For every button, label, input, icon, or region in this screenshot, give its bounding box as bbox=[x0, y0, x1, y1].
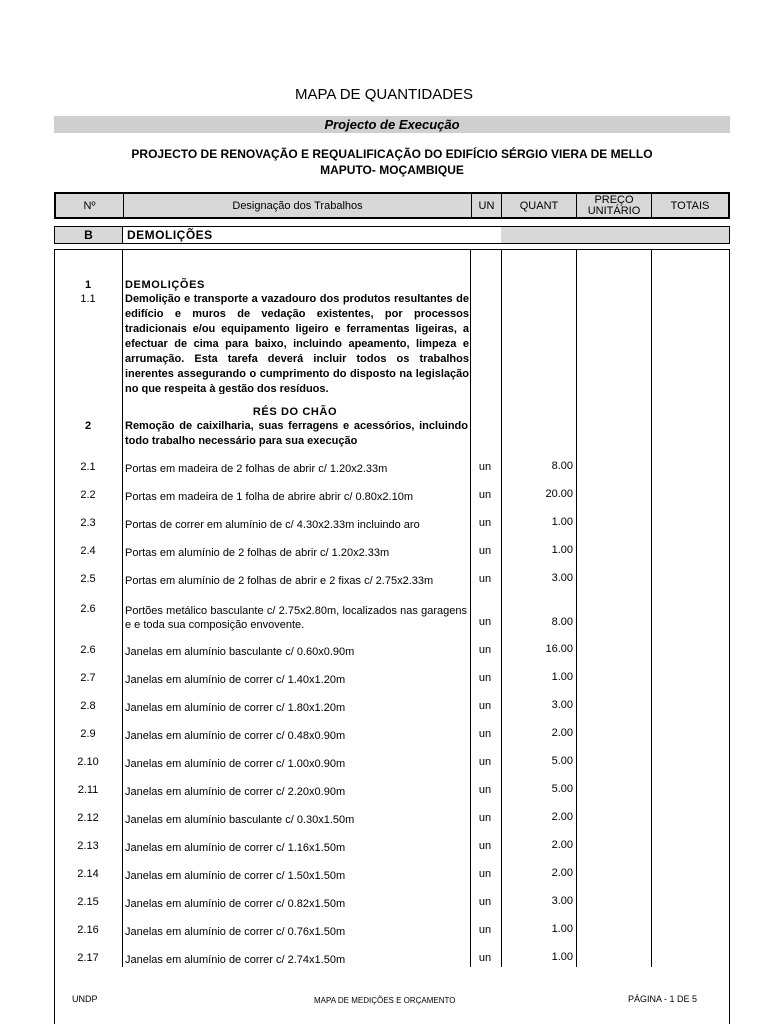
footer-right: PÁGINA - 1 DE 5 bbox=[628, 994, 698, 1004]
item-unit: un bbox=[478, 952, 492, 964]
item-quantity: 5.00 bbox=[551, 755, 573, 767]
item-description: Janelas em alumínio basculante c/ 0.60x0.90m bbox=[125, 646, 355, 658]
item-description: Janelas em alumínio de correr c/ 1.00x0.90m bbox=[125, 758, 346, 770]
group1-text: Demolição e transporte a vazadouro dos produtos resultantes de edifício e muros de vedação existentes, por processos tradicionais e/ou equipamento ligeiro e ferramentas ligeiras, a efectuar de cima para baixo, incluindo apeamento, limpeza e arrumação. Esta tarefa deverá incluir todos os trabalhos inerentes assegurando o cumprimento do disposto na legislação no que respeita à gestão dos resíduos. bbox=[125, 293, 469, 394]
group2-number: 2 bbox=[84, 420, 92, 432]
col-divider-5 bbox=[651, 249, 652, 967]
item-description: Portas de correr em alumínio de c/ 4.30x2.33m incluindo aro bbox=[125, 519, 420, 531]
section-row bbox=[54, 226, 730, 244]
project-line-2: MAPUTO- MOÇAMBIQUE bbox=[320, 163, 464, 177]
group2-heading: RÉS DO CHÃO bbox=[252, 406, 338, 418]
item-number: 2.6 bbox=[80, 603, 96, 615]
item-number: 2.16 bbox=[77, 924, 99, 936]
item-number: 2.3 bbox=[80, 517, 96, 529]
item-quantity: 1.00 bbox=[551, 516, 573, 528]
col-header-totais: TOTAIS bbox=[670, 199, 710, 212]
item-number: 2.13 bbox=[77, 840, 99, 852]
item-number: 2.5 bbox=[80, 573, 96, 585]
table-header bbox=[54, 192, 730, 219]
item-quantity: 8.00 bbox=[551, 460, 573, 472]
item-number: 2.2 bbox=[80, 489, 96, 501]
item-number: 2.10 bbox=[77, 756, 99, 768]
item-description: Portões metálico basculante c/ 2.75x2.80m, localizados nas garagens e e toda sua composição envovente. bbox=[125, 605, 467, 631]
item-number: 2.12 bbox=[77, 812, 99, 824]
item-unit: un bbox=[478, 573, 492, 585]
footer-left: UNDP bbox=[72, 994, 98, 1004]
preco-line-1: PREÇO bbox=[594, 193, 634, 206]
item-number: 2.7 bbox=[80, 672, 96, 684]
item-quantity: 1.00 bbox=[551, 951, 573, 963]
item-unit: un bbox=[478, 896, 492, 908]
item-unit: un bbox=[478, 728, 492, 740]
group1-text-clip bbox=[125, 292, 469, 394]
item-number: 2.4 bbox=[80, 545, 96, 557]
item-description: Portas em alumínio de 2 folhas de abrir c/ 1.20x2.33m bbox=[125, 547, 390, 559]
item-description: Portas em alumínio de 2 folhas de abrir e 2 fixas c/ 2.75x2.33m bbox=[125, 575, 434, 587]
item-description: Janelas em alumínio de correr c/ 2.74x1.50m bbox=[125, 954, 346, 966]
item-description: Portas em madeira de 2 folhas de abrir c/ 1.20x2.33m bbox=[125, 463, 388, 475]
col-header-designacao: Designação dos Trabalhos bbox=[124, 194, 472, 217]
item-unit: un bbox=[478, 672, 492, 684]
item-quantity: 5.00 bbox=[551, 783, 573, 795]
group1-title: DEMOLIÇÕES bbox=[125, 279, 205, 291]
col-header-preco bbox=[577, 194, 652, 217]
item-quantity: 1.00 bbox=[551, 671, 573, 683]
col-divider-4 bbox=[576, 249, 577, 967]
col-header-quant: QUANT bbox=[502, 194, 577, 217]
item-description: Portas em madeira de 1 folha de abrire abrir c/ 0.80x2.10m bbox=[125, 491, 413, 503]
col-divider-3 bbox=[501, 249, 502, 967]
col-divider-1 bbox=[122, 249, 123, 967]
item-number: 2.1 bbox=[80, 461, 96, 473]
subtitle-bar: Projecto de Execução bbox=[54, 116, 730, 133]
item-quantity: 2.00 bbox=[551, 839, 573, 851]
project-line-1: PROJECTO DE RENOVAÇÃO E REQUALIFICAÇÃO DO EDIFÍCIO SÉRGIO VIERA DE MELLO bbox=[131, 147, 653, 161]
item-unit: un bbox=[478, 840, 492, 852]
section-code: B bbox=[55, 227, 123, 243]
item-unit: un bbox=[478, 644, 492, 656]
item-unit: un bbox=[478, 868, 492, 880]
item-number: 2.11 bbox=[77, 784, 99, 796]
footer-center: MAPA DE MEDIÇÕES E ORÇAMENTO bbox=[314, 996, 456, 1005]
item-quantity: 1.00 bbox=[551, 544, 573, 556]
group1-sub-number: 1.1 bbox=[80, 293, 96, 305]
item-quantity: 3.00 bbox=[551, 572, 573, 584]
item-number: 2.6 bbox=[80, 644, 96, 656]
item-quantity: 2.00 bbox=[551, 811, 573, 823]
item-quantity: 20.00 bbox=[545, 488, 573, 500]
item-description: Janelas em alumínio de correr c/ 1.16x1.50m bbox=[125, 842, 346, 854]
item-unit: un bbox=[478, 784, 492, 796]
group2-text: Remoção de caixilharia, suas ferragens e acessórios, incluindo todo trabalho necessário para sua execução bbox=[125, 420, 468, 447]
item-description: Janelas em alumínio basculante c/ 0.30x1.50m bbox=[125, 814, 355, 826]
item-unit: un bbox=[478, 616, 492, 628]
item-unit: un bbox=[478, 489, 492, 501]
item-quantity: 16.00 bbox=[545, 643, 573, 655]
item-quantity: 2.00 bbox=[551, 867, 573, 879]
item-description: Janelas em alumínio de correr c/ 2.20x0.90m bbox=[125, 786, 346, 798]
item-quantity: 1.00 bbox=[551, 923, 573, 935]
item-number: 2.17 bbox=[77, 952, 99, 964]
col-divider-2 bbox=[470, 249, 471, 967]
item-unit: un bbox=[478, 517, 492, 529]
item-number: 2.8 bbox=[80, 700, 96, 712]
item-description: Janelas em alumínio de correr c/ 1.40x1.20m bbox=[125, 674, 346, 686]
item-description: Janelas em alumínio de correr c/ 0.48x0.90m bbox=[125, 730, 346, 742]
item-unit: un bbox=[478, 812, 492, 824]
preco-line-2: UNITÁRIO bbox=[587, 204, 641, 217]
section-name: DEMOLIÇÕES bbox=[123, 227, 501, 243]
group1-number: 1 bbox=[84, 279, 92, 291]
item-description: Janelas em alumínio de correr c/ 0.82x1.50m bbox=[125, 898, 346, 910]
item-quantity: 8.00 bbox=[551, 616, 573, 628]
col-header-n: Nº bbox=[56, 194, 124, 217]
item-quantity: 3.00 bbox=[551, 699, 573, 711]
item-unit: un bbox=[478, 545, 492, 557]
item-description: Janelas em alumínio de correr c/ 0.76x1.50m bbox=[125, 926, 346, 938]
item-number: 2.14 bbox=[77, 868, 99, 880]
item-quantity: 3.00 bbox=[551, 895, 573, 907]
item-unit: un bbox=[478, 700, 492, 712]
section-fill bbox=[501, 227, 729, 243]
item-unit: un bbox=[478, 924, 492, 936]
col-header-un: UN bbox=[472, 194, 502, 217]
item-description: Janelas em alumínio de correr c/ 1.50x1.50m bbox=[125, 870, 346, 882]
item-description: Janelas em alumínio de correr c/ 1.80x1.20m bbox=[125, 702, 346, 714]
item-unit: un bbox=[478, 461, 492, 473]
item-unit: un bbox=[478, 756, 492, 768]
item-number: 2.15 bbox=[77, 896, 99, 908]
document-title: MAPA DE QUANTIDADES bbox=[294, 86, 474, 103]
item-number: 2.9 bbox=[80, 728, 96, 740]
project-name bbox=[0, 146, 768, 178]
item-quantity: 2.00 bbox=[551, 727, 573, 739]
